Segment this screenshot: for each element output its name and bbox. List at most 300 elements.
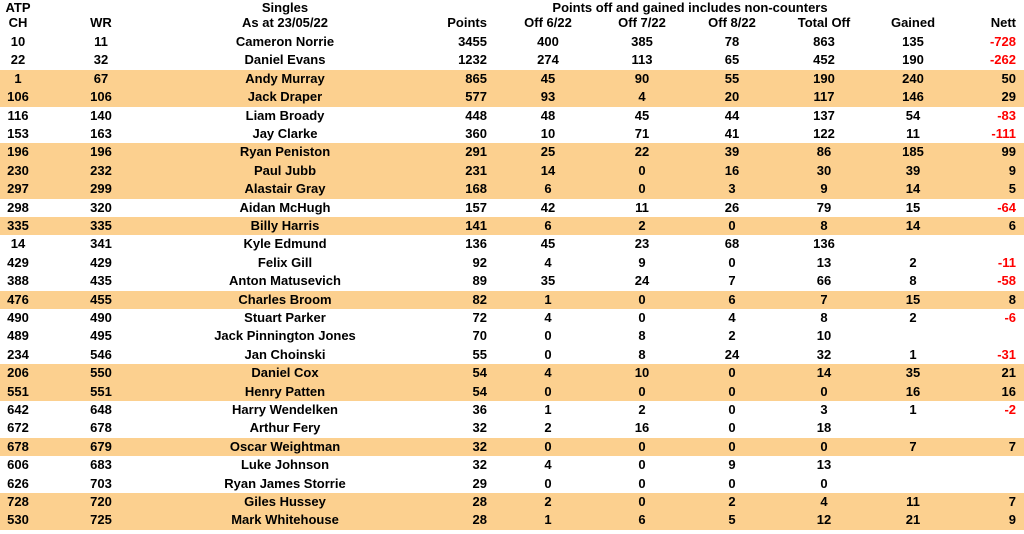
singles-header: Singles (261, 0, 309, 15)
off-8-cell: 2 (728, 328, 736, 344)
off-7-cell: 8 (638, 346, 646, 362)
ch-cell: 153 (7, 126, 29, 141)
ch-cell: 297 (7, 181, 29, 197)
off-8-cell: 16 (724, 162, 740, 178)
off-7-cell: 0 (638, 475, 646, 491)
player-name: Charles Broom (238, 291, 332, 307)
total-off-cell: 14 (816, 365, 832, 381)
gained-cell: 8 (909, 273, 917, 289)
nett-cell: -262 (989, 52, 1016, 68)
off-6-cell: 0 (544, 346, 552, 362)
off-6-cell: 4 (544, 365, 552, 381)
player-name: Mark Whitehouse (231, 512, 339, 528)
player-name: Arthur Fery (249, 420, 321, 436)
wr-cell: 341 (90, 236, 112, 252)
off-7-cell: 0 (638, 494, 646, 509)
total-off-cell: 79 (816, 199, 832, 215)
wr-cell: 490 (90, 310, 112, 325)
off-6-cell: 4 (544, 310, 552, 325)
player-name: Jan Choinski (244, 346, 326, 362)
gained-cell: 185 (902, 144, 924, 160)
off-6-cell: 35 (540, 273, 556, 289)
wr-cell: 32 (93, 52, 109, 68)
gained-cell (882, 419, 944, 437)
player-name: Giles Hussey (244, 494, 326, 509)
total-off-cell: 0 (820, 475, 828, 491)
gained-cell (882, 327, 944, 345)
player-name: Ryan James Storrie (224, 475, 346, 491)
total-off-cell: 86 (816, 144, 832, 160)
off-6-cell: 400 (537, 34, 559, 49)
player-name: Henry Patten (244, 383, 326, 399)
off-7-cell: 24 (634, 273, 650, 289)
gained-cell: 35 (905, 365, 921, 381)
table-row (0, 199, 1024, 217)
table-row (0, 272, 1024, 290)
wr-cell: 703 (90, 475, 112, 491)
off-8-cell: 0 (728, 218, 736, 233)
gained-cell: 1 (909, 402, 917, 417)
points-cell: 28 (472, 494, 487, 509)
off-8-cell: 41 (724, 126, 740, 141)
off-8-cell: 0 (728, 438, 736, 454)
ch-column-header: CH (8, 15, 28, 30)
nett-cell (960, 235, 1016, 253)
atp-header: ATP (5, 0, 31, 15)
off-7-cell: 385 (631, 34, 653, 49)
nett-cell: 16 (1001, 383, 1016, 399)
off-6-cell: 0 (544, 475, 552, 491)
ch-cell: 728 (7, 494, 29, 509)
player-name: Aidan McHugh (239, 199, 331, 215)
ch-cell: 388 (7, 273, 29, 289)
nett-cell: 99 (1001, 144, 1016, 160)
player-name: Liam Broady (245, 107, 325, 123)
points-cell: 32 (472, 457, 487, 473)
ch-cell: 489 (7, 328, 29, 344)
off-6-cell: 6 (544, 181, 552, 197)
table-row (0, 475, 1024, 493)
gained-cell: 15 (905, 199, 921, 215)
off-8-cell: 0 (728, 254, 736, 270)
ch-cell: 626 (7, 475, 29, 491)
table-row (0, 143, 1024, 161)
gained-cell (882, 475, 944, 493)
table-row (0, 88, 1024, 106)
nett-cell (960, 327, 1016, 345)
nett-cell: -31 (997, 346, 1016, 362)
off-7-column-header: Off 7/22 (618, 15, 666, 30)
off-6-cell: 1 (544, 291, 552, 307)
nett-cell: 8 (1008, 291, 1016, 307)
wr-cell: 550 (90, 365, 112, 381)
gained-cell: 16 (905, 383, 921, 399)
off-7-cell: 8 (638, 328, 646, 344)
total-off-cell: 18 (816, 420, 832, 436)
points-cell: 865 (465, 70, 487, 86)
off-6-cell: 2 (544, 494, 552, 509)
off-7-cell: 0 (638, 383, 646, 399)
points-cell: 3455 (458, 34, 487, 49)
wr-cell: 683 (90, 457, 112, 473)
total-off-cell: 66 (816, 273, 832, 289)
gained-cell: 2 (909, 254, 917, 270)
points-cell: 32 (472, 438, 487, 454)
points-cell: 157 (465, 199, 487, 215)
wr-cell: 551 (90, 383, 112, 399)
off-8-cell: 78 (724, 34, 740, 49)
off-7-cell: 0 (638, 438, 646, 454)
off-8-cell: 55 (724, 70, 740, 86)
table-row (0, 456, 1024, 474)
total-off-cell: 136 (813, 236, 835, 252)
player-name: Paul Jubb (253, 162, 317, 178)
table-row (0, 217, 1024, 235)
total-off-cell: 8 (820, 218, 828, 233)
table-row (0, 364, 1024, 382)
points-cell: 92 (472, 254, 487, 270)
off-7-cell: 71 (634, 126, 650, 141)
player-name: Oscar Weightman (229, 438, 341, 454)
off-6-cell: 0 (544, 438, 552, 454)
total-off-column-header: Total Off (797, 15, 851, 30)
points-cell: 55 (472, 346, 487, 362)
ch-cell: 116 (7, 107, 29, 123)
table-row (0, 235, 1024, 253)
total-off-cell: 13 (816, 457, 832, 473)
off-7-cell: 11 (635, 199, 649, 215)
off-6-cell: 42 (540, 199, 556, 215)
ch-cell: 672 (7, 420, 29, 436)
gained-cell: 21 (905, 512, 921, 528)
wr-cell: 725 (90, 512, 112, 528)
off-7-cell: 23 (634, 236, 650, 252)
points-note-header: Points off and gained includes non-counters (552, 0, 828, 15)
ch-cell: 1 (14, 70, 22, 86)
off-8-cell: 9 (728, 457, 736, 473)
wr-cell: 720 (90, 494, 112, 509)
off-8-cell: 5 (728, 512, 736, 528)
total-off-cell: 452 (813, 52, 835, 68)
player-name: Jack Draper (247, 89, 323, 105)
table-row (0, 419, 1024, 437)
off-7-cell: 9 (638, 254, 646, 270)
ch-cell: 335 (7, 218, 29, 233)
points-cell: 577 (465, 89, 487, 105)
total-off-cell: 12 (816, 512, 832, 528)
off-7-cell: 0 (638, 181, 646, 197)
off-8-cell: 26 (724, 199, 740, 215)
nett-column-header: Nett (990, 15, 1016, 30)
table-row (0, 383, 1024, 401)
nett-cell: -83 (997, 107, 1016, 123)
nett-cell: -2 (1004, 402, 1016, 417)
wr-cell: 67 (93, 70, 109, 86)
ch-cell: 476 (7, 291, 29, 307)
off-8-cell: 0 (728, 402, 736, 417)
total-off-cell: 117 (813, 89, 835, 105)
player-name: Kyle Edmund (243, 236, 327, 252)
off-7-cell: 16 (634, 420, 650, 436)
nett-cell: 6 (1008, 218, 1016, 233)
total-off-cell: 32 (816, 346, 832, 362)
ch-cell: 230 (7, 162, 29, 178)
total-off-cell: 863 (813, 34, 835, 49)
ch-cell: 298 (7, 199, 29, 215)
player-name: Andy Murray (245, 70, 325, 86)
total-off-cell: 137 (813, 107, 835, 123)
off-7-cell: 0 (638, 162, 646, 178)
nett-cell: 7 (1008, 438, 1016, 454)
total-off-cell: 13 (816, 254, 832, 270)
table-row (0, 33, 1024, 51)
total-off-cell: 30 (816, 162, 832, 178)
nett-cell: -58 (997, 273, 1016, 289)
off-8-cell: 2 (728, 494, 736, 509)
table-row (0, 438, 1024, 456)
gained-cell: 11 (906, 494, 920, 509)
off-6-cell: 25 (540, 144, 556, 160)
wr-cell: 678 (90, 420, 112, 436)
total-off-cell: 9 (820, 181, 828, 197)
wr-cell: 648 (90, 402, 112, 417)
points-cell: 136 (465, 236, 487, 252)
gained-cell: 15 (905, 291, 921, 307)
gained-cell: 54 (905, 107, 921, 123)
wr-cell: 11 (94, 34, 108, 49)
points-cell: 448 (465, 107, 487, 123)
points-cell: 54 (472, 365, 487, 381)
off-8-cell: 0 (728, 365, 736, 381)
points-cell: 1232 (458, 52, 487, 68)
table-row (0, 254, 1024, 272)
off-7-cell: 6 (638, 512, 646, 528)
table-row (0, 327, 1024, 345)
nett-cell (960, 475, 1016, 493)
wr-cell: 429 (90, 254, 112, 270)
off-7-cell: 0 (638, 310, 646, 325)
wr-cell: 679 (90, 438, 112, 454)
wr-cell: 163 (90, 126, 112, 141)
player-name: Harry Wendelken (232, 402, 338, 417)
wr-cell: 455 (90, 291, 112, 307)
player-name: Luke Johnson (240, 457, 330, 473)
wr-cell: 320 (90, 199, 112, 215)
off-6-cell: 274 (537, 52, 559, 68)
off-7-cell: 2 (638, 218, 646, 233)
off-8-cell: 0 (728, 383, 736, 399)
wr-cell: 196 (90, 144, 112, 160)
table-row (0, 125, 1024, 143)
off-6-cell: 45 (540, 236, 556, 252)
points-cell: 291 (465, 144, 487, 160)
ch-cell: 10 (10, 34, 26, 49)
nett-cell: 50 (1001, 70, 1016, 86)
total-off-cell: 190 (813, 70, 835, 86)
table-row (0, 51, 1024, 69)
nett-cell: 21 (1001, 365, 1016, 381)
off-8-cell: 0 (728, 475, 736, 491)
off-6-cell: 14 (540, 162, 556, 178)
ch-cell: 196 (7, 144, 29, 160)
ch-cell: 22 (10, 52, 26, 68)
ch-cell: 429 (7, 254, 29, 270)
nett-cell (960, 456, 1016, 474)
table-row (0, 511, 1024, 529)
total-off-cell: 3 (820, 402, 828, 417)
points-cell: 89 (472, 273, 487, 289)
points-cell: 168 (465, 181, 487, 197)
table-row (0, 180, 1024, 198)
off-8-cell: 6 (728, 291, 736, 307)
nett-cell: 7 (1008, 494, 1016, 509)
table-row (0, 162, 1024, 180)
off-8-column-header: Off 8/22 (708, 15, 756, 30)
points-cell: 29 (472, 475, 487, 491)
off-6-cell: 45 (540, 70, 556, 86)
table-row (0, 70, 1024, 88)
ch-cell: 606 (7, 457, 29, 473)
player-name: Cameron Norrie (235, 34, 335, 49)
total-off-cell: 122 (813, 126, 835, 141)
off-7-cell: 113 (631, 52, 653, 68)
nett-cell: 9 (1008, 162, 1016, 178)
gained-cell: 190 (902, 52, 924, 68)
off-6-cell: 1 (544, 402, 552, 417)
nett-cell: -728 (989, 34, 1016, 49)
table-row (0, 346, 1024, 364)
ch-cell: 206 (7, 365, 29, 381)
points-cell: 36 (472, 402, 487, 417)
total-off-cell: 8 (820, 310, 828, 325)
table-row (0, 493, 1024, 511)
player-name: Anton Matusevich (229, 273, 341, 289)
off-6-cell: 2 (544, 420, 552, 436)
table-row (0, 291, 1024, 309)
wr-cell: 335 (90, 218, 112, 233)
off-8-cell: 65 (724, 52, 740, 68)
gained-cell (882, 235, 944, 253)
gained-cell: 2 (909, 310, 917, 325)
off-7-cell: 0 (638, 457, 646, 473)
off-8-cell: 4 (728, 310, 736, 325)
gained-cell: 240 (902, 70, 924, 86)
off-6-cell: 93 (540, 89, 556, 105)
total-off-cell: 4 (820, 494, 828, 509)
off-6-cell: 6 (544, 218, 552, 233)
table-row (0, 401, 1024, 419)
total-off-cell: 0 (820, 438, 828, 454)
off-6-column-header: Off 6/22 (524, 15, 572, 30)
player-name: Alastair Gray (244, 181, 326, 197)
player-name: Jay Clarke (252, 126, 318, 141)
off-7-cell: 90 (634, 70, 650, 86)
points-cell: 72 (472, 310, 487, 325)
gained-cell: 1 (909, 346, 917, 362)
off-7-cell: 2 (638, 402, 646, 417)
wr-cell: 435 (90, 273, 112, 289)
nett-cell: -6 (1004, 310, 1016, 325)
gained-cell: 11 (906, 126, 920, 141)
off-7-cell: 0 (638, 291, 646, 307)
ch-cell: 530 (7, 512, 29, 528)
wr-cell: 232 (90, 162, 112, 178)
total-off-cell: 0 (820, 383, 828, 399)
nett-cell (960, 419, 1016, 437)
gained-cell (882, 456, 944, 474)
ch-cell: 551 (7, 383, 29, 399)
total-off-cell: 10 (816, 328, 832, 344)
points-column-header: Points (447, 15, 487, 30)
wr-cell: 495 (90, 328, 112, 344)
gained-column-header: Gained (890, 15, 936, 30)
off-8-cell: 0 (728, 420, 736, 436)
nett-cell: 5 (1008, 181, 1016, 197)
table-row (0, 309, 1024, 327)
ch-cell: 678 (7, 438, 29, 454)
wr-cell: 546 (90, 346, 112, 362)
gained-cell: 39 (905, 162, 921, 178)
gained-cell: 135 (902, 34, 924, 49)
points-cell: 141 (465, 218, 487, 233)
player-name: Felix Gill (257, 254, 313, 270)
player-name: Jack Pinnington Jones (214, 328, 356, 344)
gained-cell: 146 (902, 89, 924, 105)
off-6-cell: 4 (544, 254, 552, 270)
header-row-2 (0, 15, 1024, 33)
player-name: Billy Harris (250, 218, 320, 233)
nett-cell: -11 (997, 254, 1016, 270)
points-cell: 28 (472, 512, 487, 528)
off-7-cell: 4 (638, 89, 646, 105)
ch-cell: 642 (7, 402, 29, 417)
player-name: Ryan Peniston (239, 144, 331, 160)
wr-column-header: WR (90, 15, 112, 30)
off-6-cell: 1 (544, 512, 552, 528)
wr-cell: 299 (90, 181, 112, 197)
gained-cell: 14 (905, 181, 921, 197)
nett-cell: -111 (991, 126, 1016, 141)
wr-cell: 106 (90, 89, 112, 105)
as-at-column-header: As at 23/05/22 (241, 15, 328, 30)
off-6-cell: 0 (544, 328, 552, 344)
off-8-cell: 20 (724, 89, 740, 105)
ch-cell: 106 (7, 89, 29, 105)
off-7-cell: 45 (634, 107, 650, 123)
nett-cell: 9 (1008, 512, 1016, 528)
off-8-cell: 3 (728, 181, 736, 197)
player-name: Daniel Cox (251, 365, 319, 381)
off-7-cell: 22 (634, 144, 650, 160)
nett-cell: -64 (997, 199, 1016, 215)
off-8-cell: 24 (724, 346, 740, 362)
table-row (0, 107, 1024, 125)
off-6-cell: 48 (540, 107, 556, 123)
nett-cell: 29 (1001, 89, 1016, 105)
ch-cell: 14 (10, 236, 26, 252)
points-cell: 54 (472, 383, 487, 399)
points-cell: 70 (472, 328, 487, 344)
points-cell: 82 (472, 291, 487, 307)
off-6-cell: 0 (544, 383, 552, 399)
gained-cell: 7 (909, 438, 917, 454)
off-7-cell: 10 (634, 365, 650, 381)
wr-cell: 140 (90, 107, 112, 123)
ch-cell: 490 (7, 310, 29, 325)
off-6-cell: 10 (540, 126, 556, 141)
off-6-cell: 4 (544, 457, 552, 473)
player-name: Daniel Evans (244, 52, 326, 68)
